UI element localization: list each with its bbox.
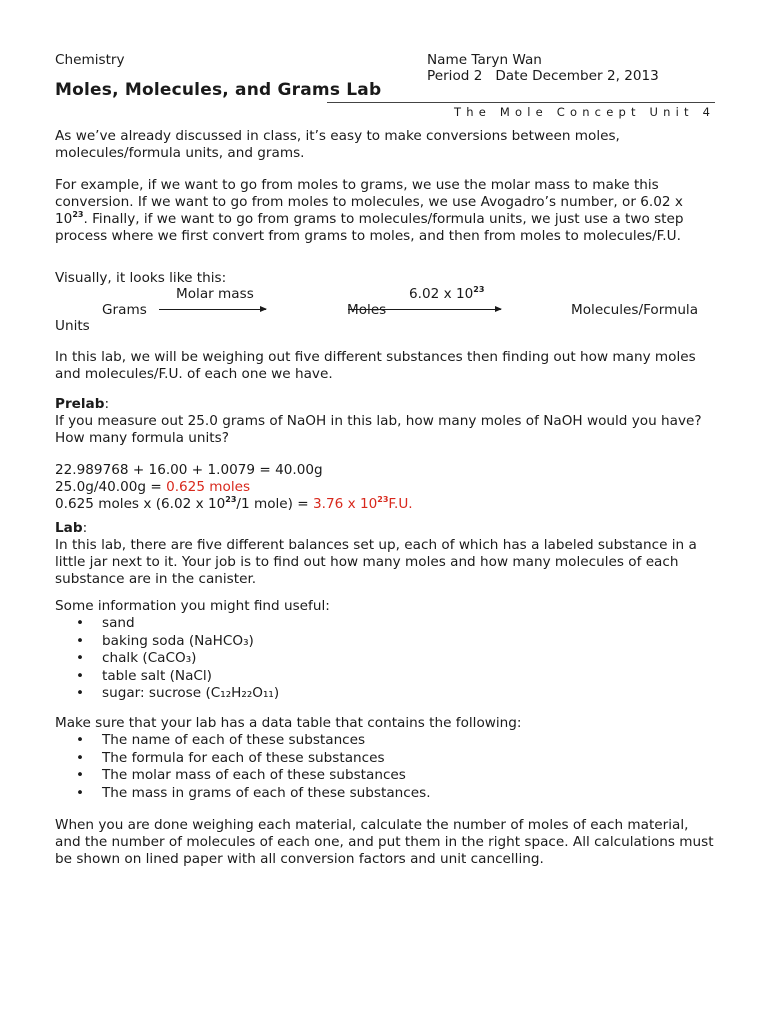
document-title: Moles, Molecules, and Grams Lab bbox=[55, 80, 382, 100]
example-exponent: 23 bbox=[72, 210, 84, 219]
list-item: • The mass in grams of each of these substances. bbox=[76, 784, 431, 801]
list-item: • sand bbox=[76, 615, 135, 631]
substance-list bbox=[55, 615, 717, 703]
example-text-2: . Finally, if we want to go from grams to molecules/formula units, we just use a two step process where we first convert from grams to moles, and then from moles to molecules/F.U. bbox=[55, 211, 684, 244]
list-item: • sugar: sucrose (C₁₂H₂₂O₁₁) bbox=[76, 685, 280, 701]
molar-mass-label: Molar mass bbox=[176, 286, 254, 302]
lab-heading: Lab bbox=[55, 520, 83, 536]
grams-label: Grams bbox=[102, 302, 147, 318]
prelab-calc-1: 22.989768 + 16.00 + 1.0079 = 40.00g bbox=[55, 462, 323, 478]
molecules-label: Molecules/Formula bbox=[571, 302, 699, 318]
lab-text: In this lab, there are five different balances set up, each of which has a labeled substance in a little jar next to it. Your job is to find out how many moles and how many molecules of each substance are in the canister. bbox=[55, 537, 697, 587]
visually-label: Visually, it looks like this: bbox=[55, 270, 227, 286]
formula-units-answer: 3.76 x $10^{23}F.U$. bbox=[313, 495, 413, 512]
list-item: • The molar mass of each of these substances bbox=[76, 767, 406, 783]
example-text-1: For example, if we want to go from moles to grams, we use the molar mass to make this conversion. If we want to go from moles to molecules, we use Avogadro’s number, or 6.02 x 10 bbox=[55, 177, 683, 227]
prelab-question: If you measure out 25.0 grams of NaOH in this lab, how many moles of NaOH would you have? How many formula units? bbox=[55, 413, 702, 446]
unit-subtitle: The Mole Concept Unit 4 bbox=[454, 105, 716, 119]
list-item: • chalk (CaCO₃) bbox=[76, 650, 197, 666]
requirements-list bbox=[55, 732, 717, 802]
student-name: Name Taryn Wan bbox=[427, 52, 542, 68]
example-paragraph bbox=[55, 177, 717, 245]
moles-answer: 0.625 moles bbox=[166, 479, 251, 495]
list-item: • table salt (NaCl) bbox=[76, 667, 212, 684]
prelab-calc-2: 25.0g/40.00g = 0.625 moles bbox=[55, 479, 251, 495]
avogadro-label: 6.02 x $10^{23}$ bbox=[409, 285, 485, 302]
list-item: • baking soda (NaHCO₃) bbox=[76, 632, 254, 649]
lab-intro-paragraph: In this lab, we will be weighing out five different substances then finding out how many moles and molecules/F.U. of each one we have. bbox=[55, 349, 696, 382]
table-requirements-section bbox=[55, 715, 717, 802]
lab-section: Lab: In this lab, there are five different balances set up, each of which has a labeled substance in a little jar next to it. Your job is to find out how many moles and how many molecules of each substance are in the canister. bbox=[55, 520, 717, 588]
title-rule bbox=[327, 102, 715, 103]
closing-paragraph: When you are done weighing each material, calculate the number of moles of each material, and the number of molecules of each one, and put them in the right space. All calculations must be shown on lined paper with all conversion factors and unit cancelling. bbox=[55, 817, 714, 867]
table-heading: Make sure that your lab has a data table that contains the following: bbox=[55, 715, 522, 731]
units-label: Units bbox=[55, 318, 90, 334]
prelab-calc-3: 0.625 moles x (6.02 x $10^{23}/1$ mole) = 3.76 x $10^{23}F.U$. bbox=[55, 495, 413, 512]
prelab-section: Prelab: If you measure out 25.0 grams of NaOH in this lab, how many moles of NaOH would you have? How many formula units? 22.989768 + 16.00 + 1.0079 = 40.00g 25.0g/40.00g = 0.625 moles 0.625 moles x (6.02 x $10^{23}/1$ mole) = 3.76 x $10^{23}F.U$. bbox=[55, 396, 717, 513]
prelab-heading: Prelab bbox=[55, 396, 105, 412]
student-info bbox=[427, 52, 659, 84]
subject-label: Chemistry bbox=[55, 52, 125, 68]
intro-paragraph: As we’ve already discussed in class, it’s easy to make conversions between moles, molecules/formula units, and grams. bbox=[55, 128, 620, 161]
moles-to-molecules-arrow bbox=[348, 309, 501, 310]
list-item: • The formula for each of these substances bbox=[76, 749, 385, 766]
conversion-diagram bbox=[55, 286, 717, 336]
info-section bbox=[55, 598, 717, 703]
moles-label: Moles bbox=[347, 302, 387, 318]
grams-to-moles-arrow bbox=[159, 309, 266, 310]
info-heading: Some information you might find useful: bbox=[55, 598, 330, 614]
list-item: • The name of each of these substances bbox=[76, 732, 366, 748]
period-date: Period 2 Date December 2, 2013 bbox=[427, 68, 659, 84]
